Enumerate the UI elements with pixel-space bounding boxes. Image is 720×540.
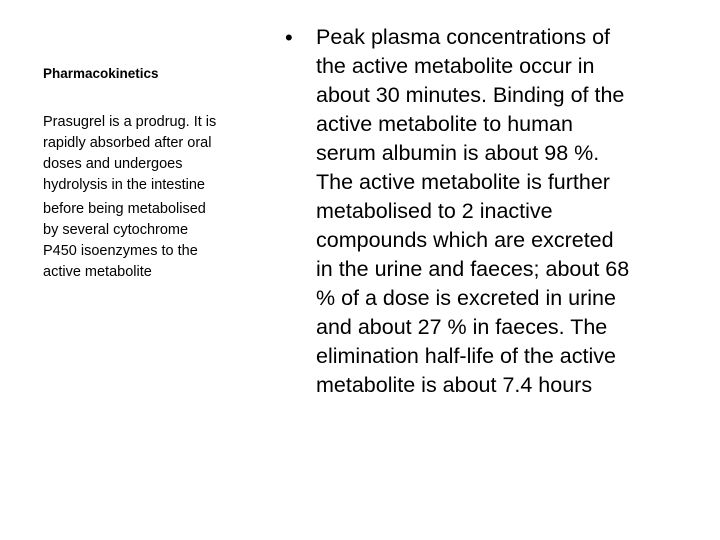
bullet-paragraph-line: elimination half-life of the active xyxy=(316,344,616,368)
bullet-paragraph-line: in the urine and faeces; about 68 xyxy=(316,257,630,281)
section-heading: Pharmacokinetics xyxy=(43,66,159,81)
left-paragraph-line: hydrolysis in the intestine xyxy=(43,177,205,193)
bullet-paragraph-line: about 30 minutes. Binding of the xyxy=(316,83,625,107)
bullet-paragraph-line: compounds which are excreted xyxy=(316,228,614,252)
left-paragraph-line: rapidly absorbed after oral xyxy=(43,135,212,151)
bullet-paragraph-line: active metabolite to human xyxy=(316,112,573,136)
bullet-paragraph-line: Peak plasma concentrations of xyxy=(316,25,610,49)
bullet-paragraph-line: metabolite is about 7.4 hours xyxy=(316,373,593,397)
left-paragraph xyxy=(43,112,273,283)
left-paragraph-line: by several cytochrome xyxy=(43,222,189,238)
bullet-item xyxy=(285,23,700,400)
left-paragraph-line: P450 isoenzymes to the xyxy=(43,243,198,259)
bullet-paragraph-line: % of a dose is excreted in urine xyxy=(316,286,616,310)
right-column xyxy=(285,23,700,400)
bullet-paragraph-line: and about 27 % in faeces. The xyxy=(316,315,608,339)
bullet-paragraph xyxy=(316,23,700,400)
bullet-icon: • xyxy=(285,25,293,50)
bullet-paragraph-line: serum albumin is about 98 %. xyxy=(316,141,600,165)
bullet-paragraph-line: the active metabolite occur in xyxy=(316,54,595,78)
bullet-paragraph-line: metabolised to 2 inactive xyxy=(316,199,553,223)
left-paragraph-line: active metabolite xyxy=(43,264,152,280)
left-paragraph-line: doses and undergoes xyxy=(43,156,183,172)
left-paragraph-line: Prasugrel is a prodrug. It is xyxy=(43,114,217,130)
left-column xyxy=(43,62,273,283)
bullet-paragraph-line: The active metabolite is further xyxy=(316,170,610,194)
left-paragraph-line: before being metabolised xyxy=(43,201,206,217)
